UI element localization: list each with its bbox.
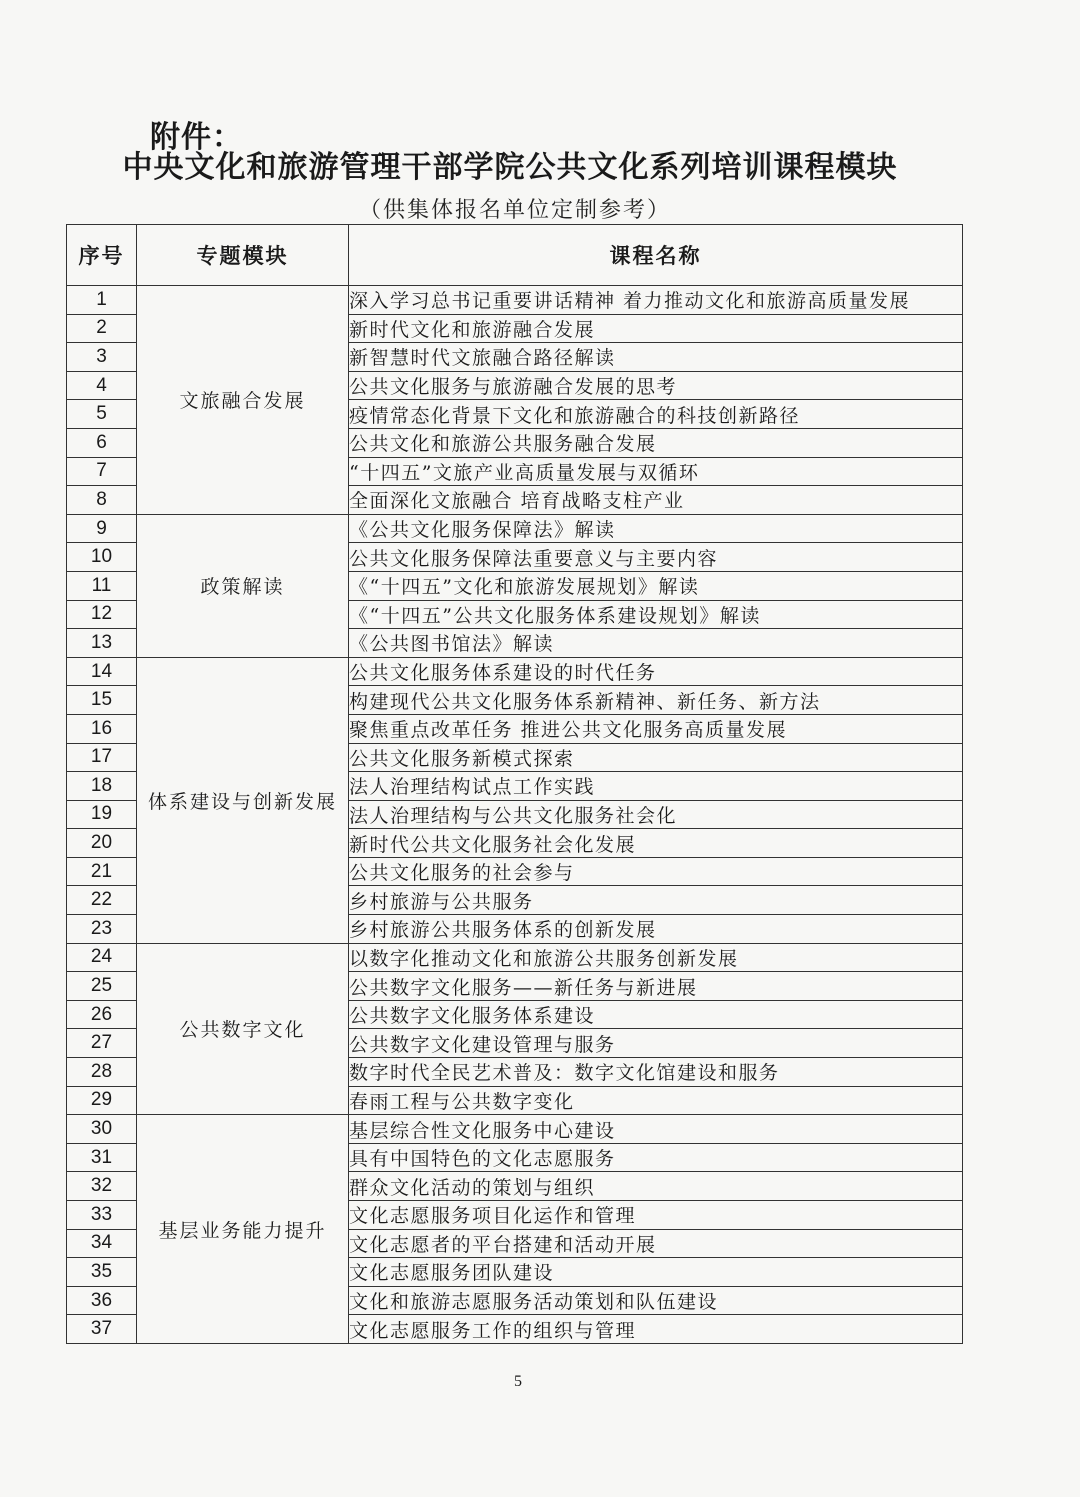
course-table xyxy=(66,224,963,1344)
course-name: 新时代文化和旅游融合发展 xyxy=(349,314,963,343)
table-row xyxy=(67,514,963,543)
row-number: 23 xyxy=(67,915,137,944)
table-row xyxy=(67,657,963,686)
course-name: 数字时代全民艺术普及：数字文化馆建设和服务 xyxy=(349,1058,963,1087)
course-name: 公共文化服务新模式探索 xyxy=(349,743,963,772)
module-name: 体系建设与创新发展 xyxy=(137,657,349,943)
course-name: 法人治理结构试点工作实践 xyxy=(349,772,963,801)
module-name: 文旅融合发展 xyxy=(137,286,349,515)
course-name: 公共数字文化服务——新任务与新进展 xyxy=(349,972,963,1001)
row-number: 16 xyxy=(67,714,137,743)
row-number: 11 xyxy=(67,571,137,600)
row-number: 26 xyxy=(67,1000,137,1029)
table-body xyxy=(67,286,963,1344)
course-name: 公共文化服务体系建设的时代任务 xyxy=(349,657,963,686)
course-name: 新智慧时代文旅融合路径解读 xyxy=(349,343,963,372)
course-name: 公共数字文化服务体系建设 xyxy=(349,1000,963,1029)
header-module: 专题模块 xyxy=(137,225,349,286)
row-number: 7 xyxy=(67,457,137,486)
module-name: 基层业务能力提升 xyxy=(137,1115,349,1344)
course-name: 文化志愿服务团队建设 xyxy=(349,1258,963,1287)
row-number: 32 xyxy=(67,1172,137,1201)
row-number: 36 xyxy=(67,1286,137,1315)
table-row xyxy=(67,943,963,972)
row-number: 33 xyxy=(67,1201,137,1230)
course-name: 乡村旅游公共服务体系的创新发展 xyxy=(349,915,963,944)
attachment-label: 附件： xyxy=(150,120,243,155)
course-name: 乡村旅游与公共服务 xyxy=(349,886,963,915)
module-name: 政策解读 xyxy=(137,514,349,657)
row-number: 3 xyxy=(67,343,137,372)
table-row xyxy=(67,286,963,315)
course-name: 公共文化服务的社会参与 xyxy=(349,857,963,886)
course-name: 文化和旅游志愿服务活动策划和队伍建设 xyxy=(349,1286,963,1315)
document-title-text: 中央文化和旅游管理干部学院公共文化系列培训课程模块 xyxy=(122,150,898,185)
course-name: 《“十四五”公共文化服务体系建设规划》解读 xyxy=(349,600,963,629)
course-name: 《公共图书馆法》解读 xyxy=(349,629,963,658)
row-number: 25 xyxy=(67,972,137,1001)
course-name: 文化志愿者的平台搭建和活动开展 xyxy=(349,1229,963,1258)
course-name: 具有中国特色的文化志愿服务 xyxy=(349,1143,963,1172)
row-number: 6 xyxy=(67,428,137,457)
course-name: 新时代公共文化服务社会化发展 xyxy=(349,829,963,858)
course-name: 以数字化推动文化和旅游公共服务创新发展 xyxy=(349,943,963,972)
row-number: 2 xyxy=(67,314,137,343)
row-number: 19 xyxy=(67,800,137,829)
table-header-row xyxy=(67,225,963,286)
course-name: 文化志愿服务工作的组织与管理 xyxy=(349,1315,963,1344)
course-name: “十四五”文旅产业高质量发展与双循环 xyxy=(349,457,963,486)
course-name: 基层综合性文化服务中心建设 xyxy=(349,1115,963,1144)
row-number: 9 xyxy=(67,514,137,543)
header-number: 序号 xyxy=(67,225,137,286)
document-subtitle: （供集体报名单位定制参考） xyxy=(358,198,671,223)
course-name: 疫情常态化背景下文化和旅游融合的科技创新路径 xyxy=(349,400,963,429)
row-number: 14 xyxy=(67,657,137,686)
row-number: 28 xyxy=(67,1058,137,1087)
module-name: 公共数字文化 xyxy=(137,943,349,1115)
course-name: 文化志愿服务项目化运作和管理 xyxy=(349,1201,963,1230)
row-number: 31 xyxy=(67,1143,137,1172)
course-name: 聚焦重点改革任务 推进公共文化服务高质量发展 xyxy=(349,714,963,743)
row-number: 13 xyxy=(67,629,137,658)
course-name: 公共数字文化建设管理与服务 xyxy=(349,1029,963,1058)
row-number: 21 xyxy=(67,857,137,886)
row-number: 22 xyxy=(67,886,137,915)
course-name: 公共文化和旅游公共服务融合发展 xyxy=(349,428,963,457)
row-number: 10 xyxy=(67,543,137,572)
row-number: 5 xyxy=(67,400,137,429)
course-name: 公共文化服务与旅游融合发展的思考 xyxy=(349,371,963,400)
row-number: 30 xyxy=(67,1115,137,1144)
header-course-name: 课程名称 xyxy=(349,225,963,286)
table-row xyxy=(67,1115,963,1144)
row-number: 27 xyxy=(67,1029,137,1058)
row-number: 1 xyxy=(67,286,137,315)
row-number: 18 xyxy=(67,772,137,801)
row-number: 17 xyxy=(67,743,137,772)
course-name: 春雨工程与公共数字变化 xyxy=(349,1086,963,1115)
course-name: 群众文化活动的策划与组织 xyxy=(349,1172,963,1201)
row-number: 37 xyxy=(67,1315,137,1344)
document-title xyxy=(0,142,1020,186)
row-number: 35 xyxy=(67,1258,137,1287)
course-name: 公共文化服务保障法重要意义与主要内容 xyxy=(349,543,963,572)
row-number: 29 xyxy=(67,1086,137,1115)
course-name: 《“十四五”文化和旅游发展规划》解读 xyxy=(349,571,963,600)
row-number: 8 xyxy=(67,486,137,515)
course-name: 《公共文化服务保障法》解读 xyxy=(349,514,963,543)
course-name: 法人治理结构与公共文化服务社会化 xyxy=(349,800,963,829)
course-name: 构建现代公共文化服务体系新精神、新任务、新方法 xyxy=(349,686,963,715)
row-number: 20 xyxy=(67,829,137,858)
row-number: 12 xyxy=(67,600,137,629)
row-number: 24 xyxy=(67,943,137,972)
row-number: 34 xyxy=(67,1229,137,1258)
row-number: 4 xyxy=(67,371,137,400)
row-number: 15 xyxy=(67,686,137,715)
page-number: 5 xyxy=(514,1373,522,1390)
course-name: 深入学习总书记重要讲话精神 着力推动文化和旅游高质量发展 xyxy=(349,286,963,315)
course-name: 全面深化文旅融合 培育战略支柱产业 xyxy=(349,486,963,515)
